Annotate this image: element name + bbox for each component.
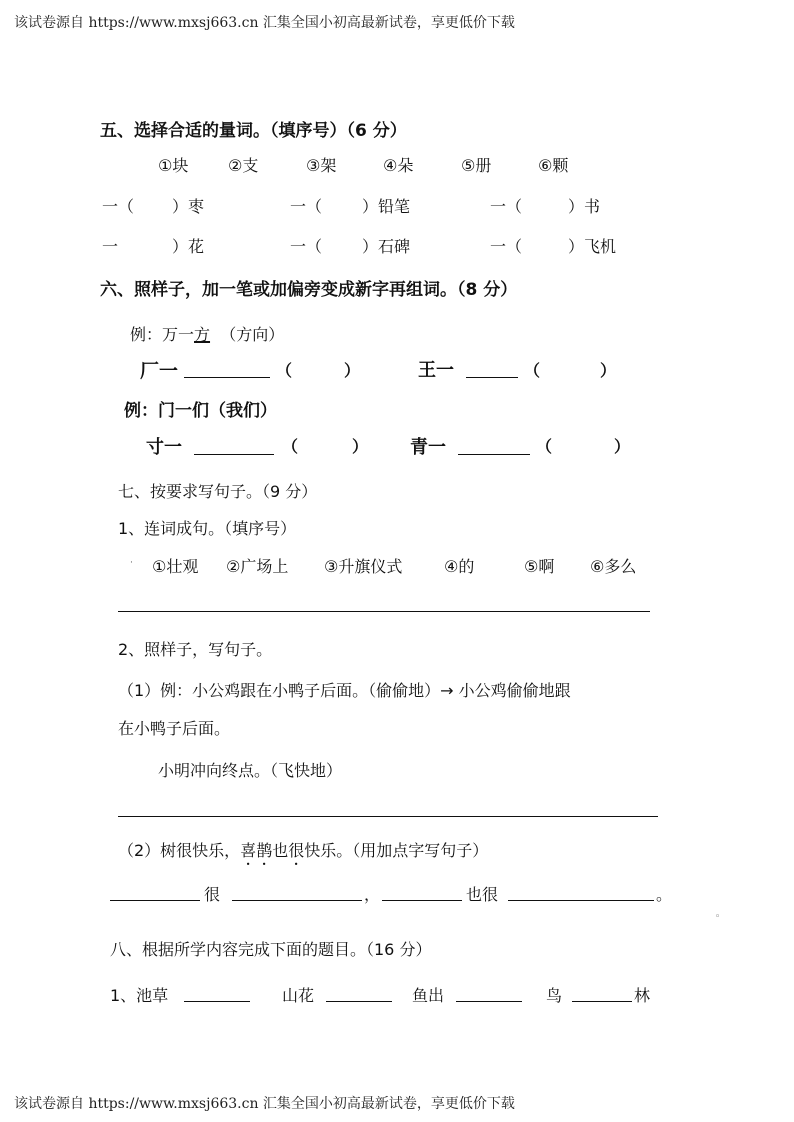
q8-title: 八、根据所学内容完成下面的题目。（16 分） (110, 940, 432, 959)
q5-option: ⑥颗 (538, 156, 569, 175)
q6-line-1a-char: 厂一 (140, 360, 179, 382)
q6-line-1b-blank[interactable] (466, 377, 518, 378)
q5-blank-4-post: ）花 (172, 237, 205, 256)
q7-fill-yehen: 也很 (466, 885, 499, 904)
q6-example-1 (130, 322, 284, 345)
q7-sub2-2-pre: （2）树很快乐， (118, 841, 241, 860)
q8-item: 1、池草 (110, 986, 169, 1005)
q5-blank-3-pre: 一（ (490, 197, 523, 216)
q7-example-line-1: （1）例：小公鸡跟在小鸭子后面。（偷偷地）→ 小公鸡偷偷地跟 (118, 681, 571, 700)
q5-blank-1-post: ）枣 (172, 197, 205, 216)
q7-task-sentence: 小明冲向终点。（飞快地） (158, 761, 343, 780)
q5-blank-1-pre: 一（ (102, 197, 135, 216)
q5-option: ③架 (306, 156, 337, 175)
q8-item: 鱼出 (412, 986, 445, 1005)
q6-paren-close: ） (352, 437, 369, 456)
q6-paren-close: ） (600, 361, 617, 380)
q6-title: 六、照样子，加一笔或加偏旁变成新字再组词。（8 分） (100, 280, 518, 300)
q5-blank-2-post: ）铅笔 (362, 197, 411, 216)
q7-sub2-2 (118, 838, 488, 869)
q7-word: ③升旗仪式 (324, 557, 403, 576)
q6-line-2b-char: 青一 (410, 437, 446, 458)
q6-line-2b-blank[interactable] (458, 454, 530, 455)
page-header: 该试卷源自 https://www.mxsj663.cn 汇集全国小初高最新试卷，享更低价下载 (14, 15, 515, 31)
q8-blank-4[interactable] (572, 1001, 632, 1002)
q8-item: 鸟 (546, 986, 563, 1005)
q6-paren-open: （ (276, 361, 293, 380)
q6-example-1-suffix: （方向） (220, 325, 285, 344)
q7-word: ⑤啊 (524, 557, 555, 576)
q6-line-2a-blank[interactable] (194, 454, 274, 455)
q7-dotted-word-2: 很 (288, 841, 305, 860)
q7-sub2-title: 2、照样子，写句子。 (118, 640, 273, 659)
q7-word: ①壮观 (152, 557, 199, 576)
q6-paren-close: ） (344, 361, 361, 380)
scan-speck: · (130, 558, 133, 568)
q8-item: 山花 (282, 986, 315, 1005)
q6-example-2: 例：门一们（我们） (124, 401, 277, 421)
q7-fill-blank-4[interactable] (508, 900, 654, 901)
q7-title: 七、按要求写句子。（9 分） (118, 482, 318, 501)
q6-example-1-prefix: 例：万一 (130, 325, 195, 344)
q6-example-1-char: 方 (194, 325, 211, 344)
q5-option: ⑤册 (461, 156, 492, 175)
q6-paren-open: （ (524, 361, 541, 380)
q7-fill-end: 。 (656, 885, 673, 904)
q5-blank-6-pre: 一（ (490, 237, 523, 256)
scan-speck: ◦ (715, 912, 721, 922)
q5-blank-5-post: ）石碑 (362, 237, 411, 256)
q7-fill-comma: ， (364, 885, 381, 904)
q5-blank-6-post: ）飞机 (568, 237, 617, 256)
q7-answer-line-1[interactable] (118, 611, 650, 612)
q6-paren-open: （ (536, 437, 553, 456)
q7-sub1-title: 1、连词成句。（填序号） (118, 519, 297, 538)
q7-word: ④的 (444, 557, 475, 576)
q7-sub2-2-post: 快乐。（用加点字写句子） (304, 841, 489, 860)
q5-blank-4-pre: 一 (102, 237, 119, 256)
q7-fill-blank-3[interactable] (382, 900, 462, 901)
q8-blank-3[interactable] (456, 1001, 522, 1002)
q7-fill-blank-1[interactable] (110, 900, 200, 901)
q6-line-1a-blank[interactable] (184, 377, 270, 378)
q7-fill-blank-2[interactable] (232, 900, 362, 901)
q5-option: ④朵 (383, 156, 414, 175)
q5-blank-2-pre: 一（ (290, 197, 323, 216)
q7-example-line-2: 在小鸭子后面。 (118, 719, 231, 738)
q5-blank-5-pre: 一（ (290, 237, 323, 256)
q7-sub2-2-mid: 也 (272, 841, 289, 860)
page-footer: 该试卷源自 https://www.mxsj663.cn 汇集全国小初高最新试卷，享更低价下载 (14, 1096, 515, 1112)
q8-blank-2[interactable] (326, 1001, 392, 1002)
q7-answer-line-2[interactable] (118, 816, 658, 817)
q7-fill-hen: 很 (204, 885, 221, 904)
q6-line-2a-char: 寸一 (146, 437, 182, 458)
q5-option: ①块 (158, 156, 189, 175)
q7-dotted-word-1: 喜鹊 (240, 841, 273, 860)
q7-word: ⑥多么 (590, 557, 637, 576)
q8-blank-1[interactable] (184, 1001, 250, 1002)
q6-paren-open: （ (282, 437, 299, 456)
q5-title: 五、选择合适的量词。（填序号）（6 分） (100, 121, 407, 141)
q6-paren-close: ） (614, 437, 631, 456)
q5-blank-3-post: ）书 (568, 197, 601, 216)
q5-option: ②支 (228, 156, 259, 175)
q8-item: 林 (634, 986, 651, 1005)
q6-line-1b-char: 王一 (418, 360, 454, 381)
q7-word: ②广场上 (226, 557, 289, 576)
